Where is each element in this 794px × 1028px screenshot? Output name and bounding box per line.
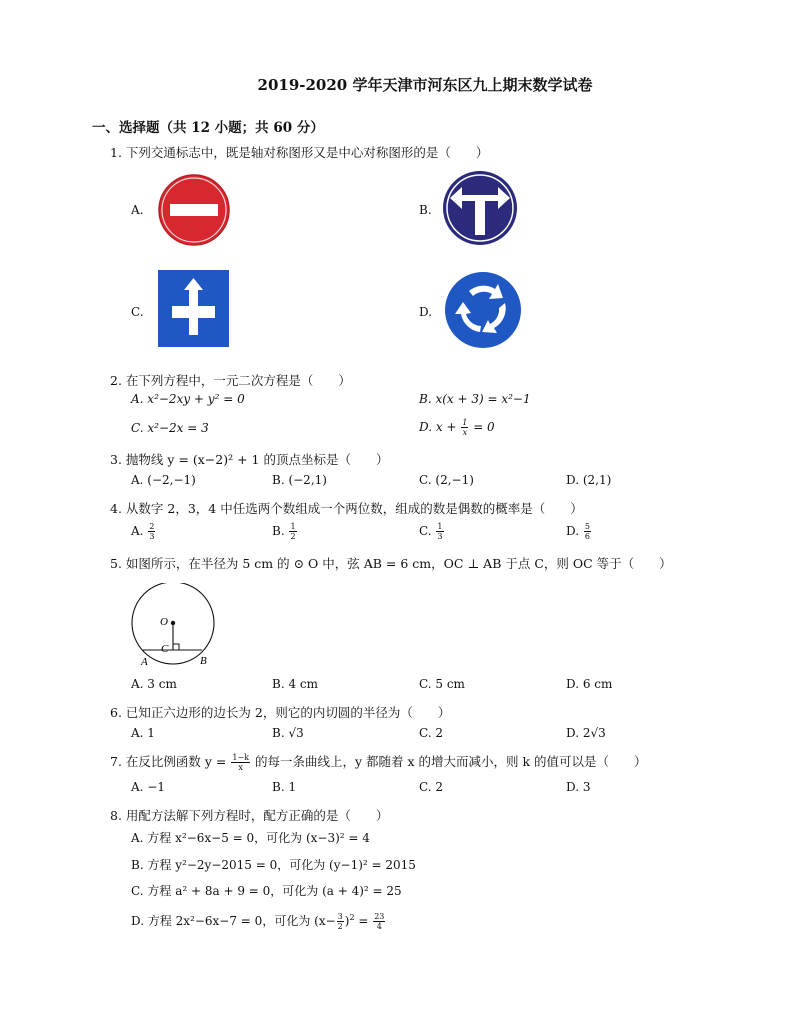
q5-option-b: B. 4 cm: [272, 677, 318, 691]
q3-option-b: B. (−2,1): [272, 473, 327, 487]
fraction-numerator: 23: [374, 912, 385, 921]
page-title: 2019-2020 学年天津市河东区九上期末数学试卷: [257, 76, 593, 94]
q1-option-a-label: A.: [131, 203, 144, 217]
fraction-denominator: x: [238, 763, 243, 772]
center-point: [171, 621, 175, 625]
fraction-numerator: 1: [437, 522, 443, 531]
turn-left-or-right-sign-icon: [440, 169, 520, 247]
q6-option-a: A. 1: [131, 726, 155, 740]
fraction-numerator: 1: [290, 522, 296, 531]
fraction-denominator: x: [462, 428, 468, 437]
fraction-numerator: 3: [337, 912, 343, 921]
q7-option-c: C. 2: [419, 780, 444, 794]
no-entry-sign-icon: [157, 173, 231, 247]
q5-option-c: C. 5 cm: [419, 677, 465, 691]
q8-option-d-equals: =: [354, 914, 373, 928]
q4-option-d-label: D.: [566, 524, 580, 538]
fraction-denominator: 2: [290, 532, 296, 541]
question-7-stem-tail: 的每一条曲线上，y 都随着 x 的增大而减小，则 k 的值可以是（ ）: [251, 754, 647, 769]
label-c: C: [161, 643, 169, 655]
q4-option-b: [272, 522, 298, 541]
question-2-stem: 2. 在下列方程中，一元二次方程是（ ）: [110, 373, 351, 388]
q8-option-a: A. 方程 x²−6x−5 = 0，可化为 (x−3)² = 4: [131, 831, 370, 845]
question-6-stem: 6. 已知正六边形的边长为 2，则它的内切圆的半径为（ ）: [110, 705, 451, 720]
q2-option-d-tail: = 0: [469, 420, 495, 434]
q8-option-d-power: 2: [349, 913, 355, 922]
q2-option-b: B. x(x + 3) = x²−1: [419, 392, 531, 406]
fraction-denominator: 6: [584, 532, 590, 541]
q8-option-c: C. 方程 a² + 8a + 9 = 0，可化为 (a + 4)² = 25: [131, 884, 402, 898]
q2-option-d-fraction: [461, 418, 468, 437]
q1-option-c-label: C.: [131, 305, 144, 319]
fraction-denominator: 2: [337, 922, 343, 931]
q8-option-d-head: D. 方程 2x²−6x−7 = 0，可化为: [131, 914, 315, 928]
fraction-denominator: 3: [437, 532, 443, 541]
question-8-stem: 8. 用配方法解下列方程时，配方正确的是（ ）: [110, 808, 389, 823]
q7-option-a: A. −1: [131, 780, 165, 794]
q3-option-c: C. (2,−1): [419, 473, 474, 487]
q4-option-c: [419, 522, 445, 541]
q4-option-b-fraction: [289, 522, 296, 541]
q8-option-d: [131, 912, 386, 931]
question-1-stem: 1. 下列交通标志中，既是轴对称图形又是中心对称图形的是（ ）: [110, 145, 489, 160]
q6-option-b: B. √3: [272, 726, 304, 740]
q8-option-b: B. 方程 y²−2y−2015 = 0，可化为 (y−1)² = 2015: [131, 858, 416, 872]
q2-option-d: [419, 418, 495, 437]
q4-option-c-label: C.: [419, 524, 432, 538]
q2-option-c: C. x²−2x = 3: [131, 421, 209, 435]
q5-option-d: D. 6 cm: [566, 677, 613, 691]
q4-option-a-label: A.: [131, 524, 144, 538]
q6-option-c: C. 2: [419, 726, 444, 740]
q3-option-a: A. (−2,−1): [131, 473, 196, 487]
q4-option-d: [566, 522, 592, 541]
q7-option-b: B. 1: [272, 780, 297, 794]
q5-option-a: A. 3 cm: [131, 677, 177, 691]
fraction-numerator: 2: [149, 522, 155, 531]
q8-option-d-close: ): [344, 914, 350, 928]
q6-option-d: D. 2√3: [566, 726, 606, 740]
q7-option-d: D. 3: [566, 780, 591, 794]
q8-option-d-rhs-fraction: [373, 912, 385, 931]
right-angle-mark: [173, 644, 179, 650]
fraction-numerator: 5: [584, 522, 590, 531]
q4-option-d-fraction: [584, 522, 591, 541]
q7-function-fraction: [231, 753, 250, 772]
q1-option-d-label: D.: [419, 305, 433, 319]
question-4-stem: 4. 从数字 2，3，4 中任选两个数组成一个两位数，组成的数是偶数的概率是（ ）: [110, 501, 583, 516]
q4-option-a: [131, 522, 156, 541]
fraction-denominator: 3: [149, 532, 155, 541]
label-o: O: [160, 616, 168, 628]
q8-option-d-inner-fraction: [337, 912, 344, 931]
fraction-numerator: 1−k: [232, 753, 249, 762]
question-7-stem: [110, 752, 647, 772]
fraction-denominator: 4: [376, 922, 382, 931]
roundabout-sign-icon: [443, 270, 523, 350]
label-a: A: [141, 656, 148, 668]
q4-option-b-label: B.: [272, 524, 285, 538]
q4-option-a-fraction: [148, 522, 155, 541]
label-b: B: [200, 655, 207, 667]
q8-option-d-open: (x−: [314, 914, 336, 928]
q3-option-d: D. (2,1): [566, 473, 612, 487]
question-5-stem: 5. 如图所示，在半径为 5 cm 的 ⊙ O 中，弦 AB = 6 cm，OC ⊥ AB 于点 C，则 OC 等于（ ）: [110, 556, 672, 571]
crossroad-sign-icon: [158, 270, 229, 347]
q4-option-c-fraction: [436, 522, 443, 541]
section-heading: 一、选择题（共 12 小题；共 60 分）: [92, 120, 324, 136]
question-3-stem: 3. 抛物线 y = (x−2)² + 1 的顶点坐标是（ ）: [110, 452, 389, 467]
question-7-stem-head: 7. 在反比例函数 y =: [110, 754, 231, 769]
circle-figure: [126, 583, 226, 673]
q2-option-a: A. x²−2xy + y² = 0: [131, 392, 245, 406]
q2-option-d-head: D. x +: [419, 420, 461, 434]
fraction-numerator: 1: [462, 418, 468, 427]
q1-option-b-label: B.: [419, 203, 432, 217]
